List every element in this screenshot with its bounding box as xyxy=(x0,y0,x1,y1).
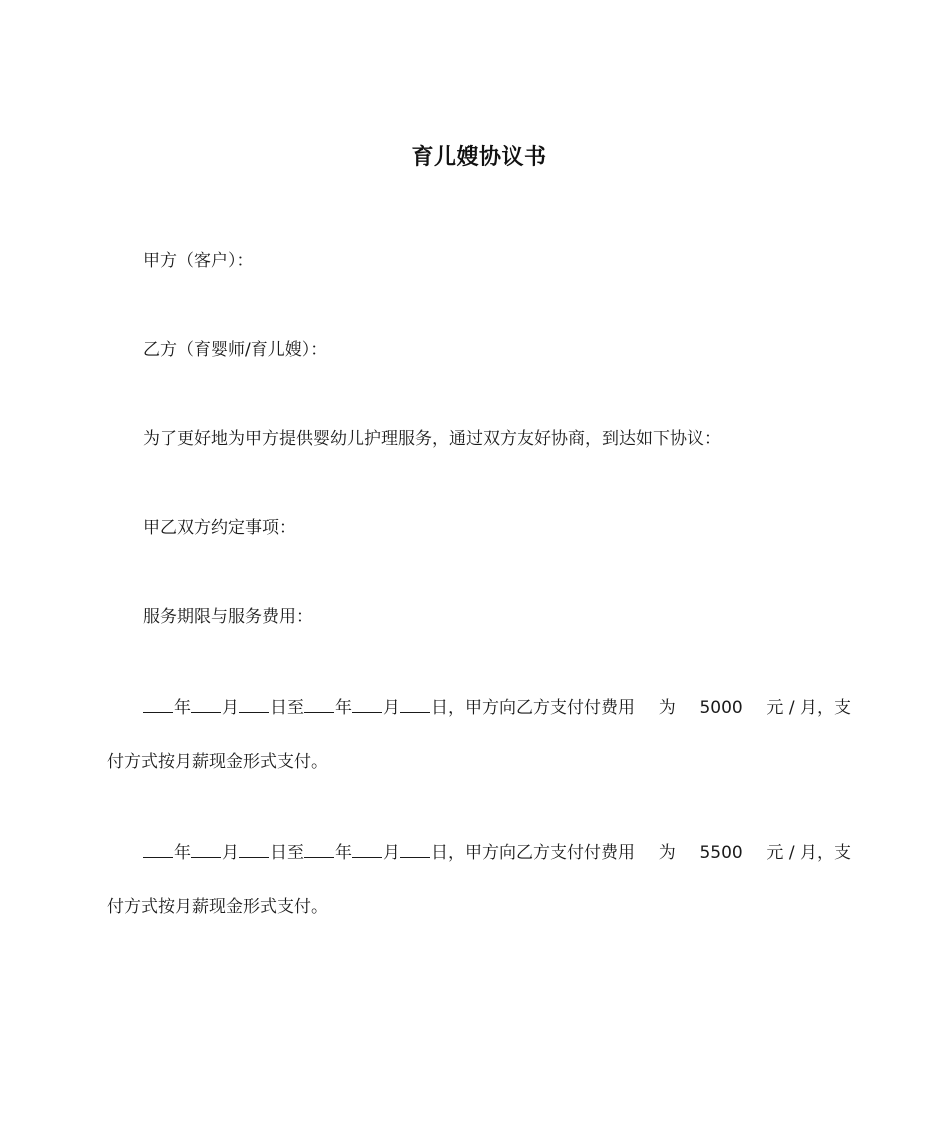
date-unit: 月 xyxy=(383,698,400,718)
date-unit: 日至 xyxy=(270,843,304,863)
blank-field xyxy=(239,839,269,858)
fee-word-wei: 为 xyxy=(658,843,676,863)
date-unit: 年 xyxy=(335,843,352,863)
fee-unit: 元 / 月，支 xyxy=(766,843,851,863)
blank-field xyxy=(400,694,430,713)
blank-field xyxy=(352,694,382,713)
date-unit: 年 xyxy=(174,843,191,863)
date-unit: 日至 xyxy=(270,698,304,718)
payment-text: 日，甲方向乙方支付付费用 xyxy=(431,698,635,718)
date-unit: 年 xyxy=(174,698,191,718)
blank-field xyxy=(400,839,430,858)
blank-field xyxy=(304,694,334,713)
blank-field xyxy=(143,694,173,713)
fee-amount: 5000 xyxy=(699,698,743,718)
date-unit: 年 xyxy=(335,698,352,718)
fee-clause-1 xyxy=(143,694,851,720)
blank-field xyxy=(191,694,221,713)
fee-amount: 5500 xyxy=(699,843,743,863)
date-unit: 月 xyxy=(222,843,239,863)
blank-field xyxy=(304,839,334,858)
fee-word-wei: 为 xyxy=(658,698,676,718)
party-b-line: 乙方（育婴师/育儿嫂）： xyxy=(143,340,328,360)
blank-field xyxy=(143,839,173,858)
agreed-items-heading: 甲乙双方约定事项： xyxy=(143,518,296,538)
fee-clause-2 xyxy=(143,839,851,865)
date-unit: 月 xyxy=(222,698,239,718)
blank-field xyxy=(191,839,221,858)
fee-clause-2-continuation: 付方式按月薪现金形式支付。 xyxy=(107,897,328,917)
fee-clause-date-range xyxy=(143,694,635,720)
intro-paragraph: 为了更好地为甲方提供婴幼儿护理服务，通过双方友好协商，到达如下协议： xyxy=(143,429,721,449)
blank-field xyxy=(352,839,382,858)
document-title: 育儿嫂协议书 xyxy=(411,145,547,170)
party-a-line: 甲方（客户）： xyxy=(143,251,254,271)
date-unit: 月 xyxy=(383,843,400,863)
fee-unit: 元 / 月，支 xyxy=(766,698,851,718)
fee-clause-1-continuation: 付方式按月薪现金形式支付。 xyxy=(107,752,328,772)
service-term-heading: 服务期限与服务费用： xyxy=(143,607,313,627)
payment-text: 日，甲方向乙方支付付费用 xyxy=(431,843,635,863)
blank-field xyxy=(239,694,269,713)
fee-clause-date-range xyxy=(143,839,635,865)
